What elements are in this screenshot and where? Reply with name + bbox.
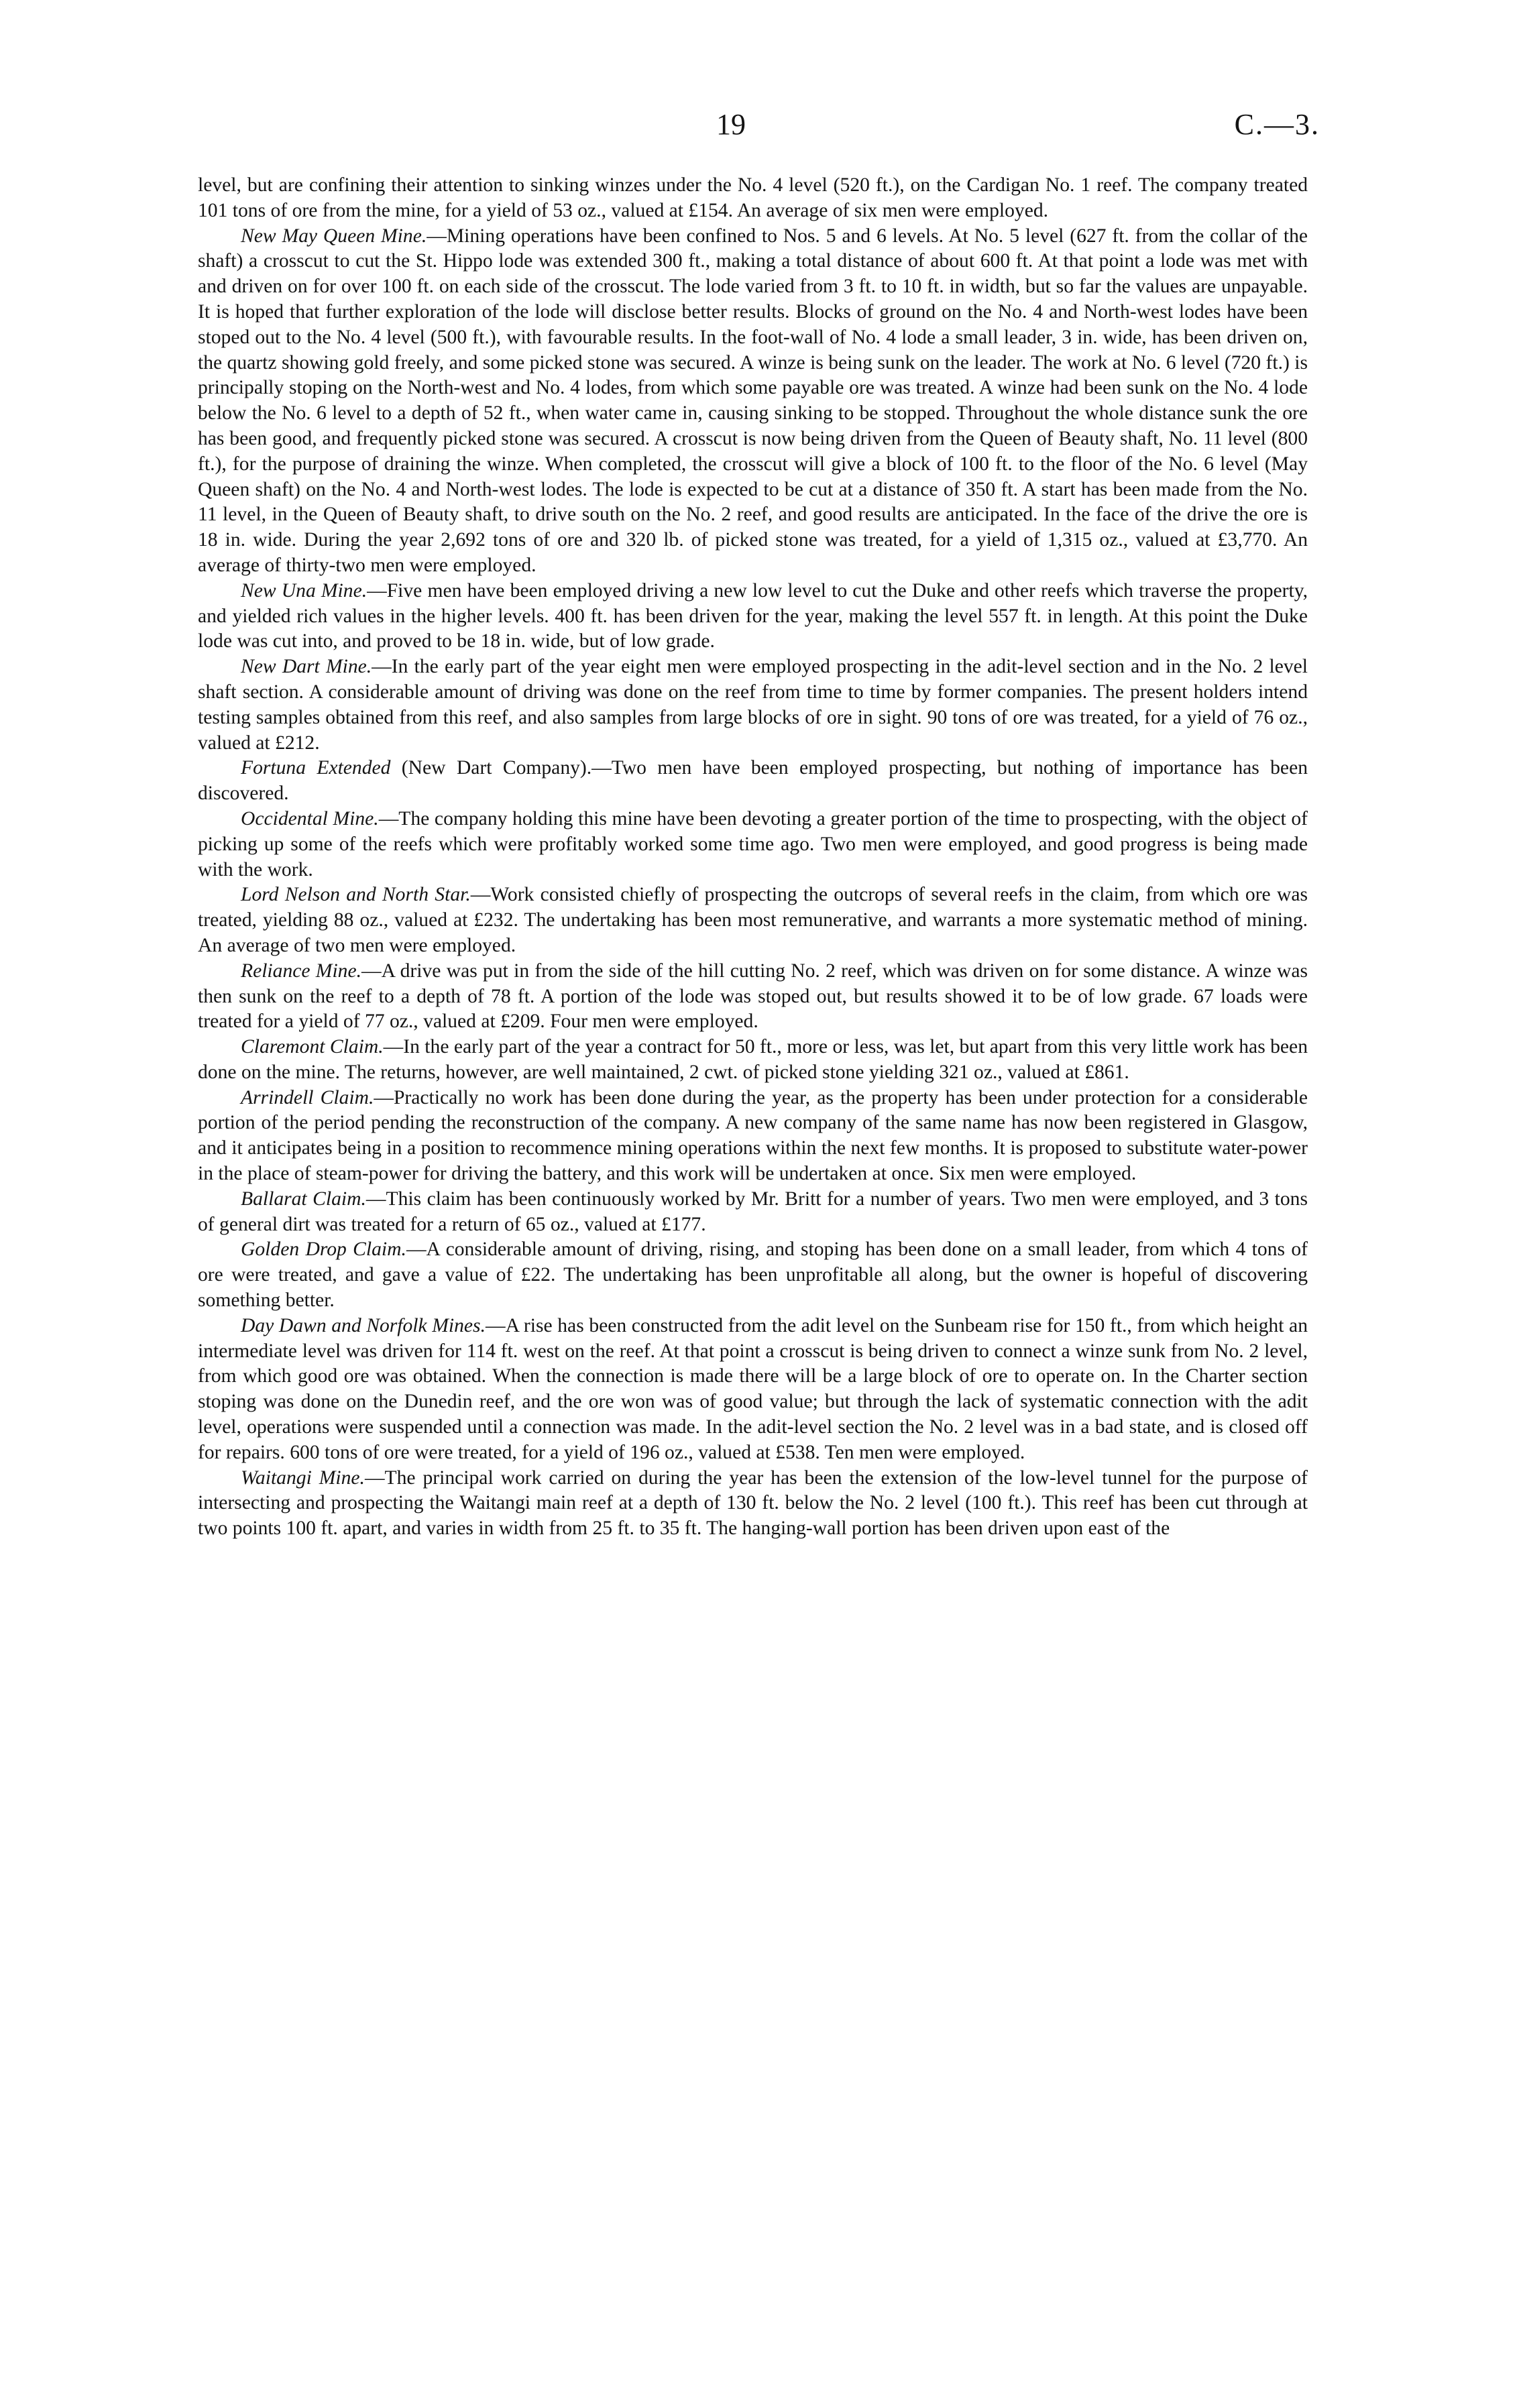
entry-claremont-claim [198, 1035, 1308, 1086]
continued-paragraph [198, 173, 1308, 224]
entry-title: Fortuna Extended [241, 757, 391, 779]
entry-title: Golden Drop Claim. [241, 1239, 406, 1261]
entry-text: —Mining operations have been confined to Nos. 5 and 6 levels. At No. 5 level (627 ft. from the collar of the shaft) a crosscut to cut the St. Hippo lode was extended 300 ft., making a total distance of about 600 ft. At that point a lode was met with and driven on for over 100 ft. on each side of the crosscut. The lode varied from 3 ft. to 10 ft. in width, but so far the values are unpayable. It is hoped that further exploration of the lode will disclose better results. Blocks of ground on the No. 4 and North-west lodes have been stoped out to the No. 4 level (500 ft.), with favourable results. In the foot-wall of No. 4 lode a small leader, 3 in. wide, has been driven on, the quartz showing gold freely, and some picked stone was secured. A winze is being sunk on the leader. The work at No. 6 level (720 ft.) is principally stoping on the North-west and No. 4 lodes, from which some payable ore was treated. A winze had been sunk on the No. 4 lode below the No. 6 level to a depth of 52 ft., when water came in, causing sinking to be stopped. Throughout the whole distance sunk the ore has been good, and frequently picked stone was secured. A crosscut is now being driven from the Queen of Beauty shaft, No. 11 level (800 ft.), for the purpose of draining the winze. When completed, the crosscut will give a block of 100 ft. to the floor of the No. 6 level (May Queen shaft) on the No. 4 and North-west lodes. The lode is expected to be cut at a distance of 350 ft. A start has been made from the No. 11 level, in the Queen of Beauty shaft, to drive south on the No. 2 reef, and good results are anticipated. In the face of the drive the ore is 18 in. wide. During the year 2,692 tons of ore and 320 lb. of picked stone was treated, for a yield of 1,315 oz., valued at £3,770. An average of thirty-two men were employed. [198, 225, 1308, 576]
entry-title: Waitangi Mine. [241, 1467, 365, 1489]
entry-title: Reliance Mine. [241, 960, 362, 982]
entry-text: —A drive was put in from the side of the hill cutting No. 2 reef, which was driven on for some distance. A winze was then sunk on the reef to a depth of 78 ft. A portion of the lode was stoped out, but results showed it to be of low grade. 67 loads were treated for a yield of 77 oz., valued at £209. Four men were employed. [198, 960, 1308, 1033]
entry-title: Occidental Mine. [241, 807, 379, 829]
entry-reliance-mine [198, 959, 1308, 1035]
paragraph-text: level, but are confining their attention to sinking winzes under the No. 4 level (520 ft.), on the Cardigan No. 1 reef. The company treated 101 tons of ore from the mine, for a yield of 53 oz., valued at £154. An average of six men were employed. [198, 174, 1308, 221]
entry-fortuna-extended [198, 756, 1308, 807]
entry-arrindell-claim [198, 1086, 1308, 1187]
entry-waitangi-mine [198, 1466, 1308, 1542]
page-header [0, 107, 1521, 148]
page-number: 19 [716, 108, 746, 141]
entry-title: Claremont Claim. [241, 1036, 384, 1058]
entry-lord-nelson-north-star [198, 882, 1308, 958]
entry-text: —In the early part of the year eight men were employed prospecting in the adit-level section and in the No. 2 level shaft section. A considerable amount of driving was done on the reef from time to time by former companies. The present holders intend testing samples obtained from this reef, and also samples from large blocks of ore in sight. 90 tons of ore was treated, for a yield of 76 oz., valued at £212. [198, 656, 1308, 754]
entry-day-dawn-norfolk-mines [198, 1314, 1308, 1466]
entry-new-dart-mine [198, 654, 1308, 756]
entry-title: New Dart Mine. [241, 656, 372, 678]
entry-text: —This claim has been continuously worked by Mr. Britt for a number of years. Two men were employed, and 3 tons of general dirt was treated for a return of 65 oz., valued at £177. [198, 1188, 1308, 1235]
entry-title: Arrindell Claim. [241, 1086, 374, 1108]
report-body [198, 173, 1308, 1542]
entry-new-may-queen-mine [198, 224, 1308, 579]
entry-text: —Five men have been employed driving a new low level to cut the Duke and other reefs which traverse the property, and yielded rich values in the higher levels. 400 ft. has been driven for the year, making the level 557 ft. in length. At this point the Duke lode was cut into, and proved to be 18 in. wide, but of low grade. [198, 579, 1308, 652]
entry-text: —A rise has been constructed from the adit level on the Sunbeam rise for 150 ft., from which height an intermediate level was driven for 114 ft. west on the reef. At that point a crosscut is being driven to connect a winze sunk from No. 2 level, from which good ore was obtained. When the connection is made there will be a large block of ore to operate on. In the Charter section stoping was done on the Dunedin reef, and the ore won was of good value; but through the lack of systematic connection with the adit level, operations were suspended until a connection was made. In the adit-level section the No. 2 level was in a bad state, and is closed off for repairs. 600 tons of ore were treated, for a yield of 196 oz., valued at £538. Ten men were employed. [198, 1314, 1308, 1463]
entry-text: —In the early part of the year a contract for 50 ft., more or less, was let, but apart from this very little work has been done on the mine. The returns, however, are well maintained, 2 cwt. of picked stone yielding 321 oz., valued at £861. [198, 1036, 1308, 1083]
entry-text: —A considerable amount of driving, rising, and stoping has been done on a small leader, from which 4 tons of ore were treated, and gave a value of £22. The undertaking has been unprofitable all along, but the owner is hopeful of discovering something better. [198, 1239, 1308, 1312]
entry-text: —The principal work carried on during the year has been the extension of the low-level tunnel for the purpose of intersecting and prospecting the Waitangi main reef at a depth of 130 ft. below the No. 2 level (100 ft.). This reef has been cut through at two points 100 ft. apart, and varies in width from 25 ft. to 35 ft. The hanging-wall portion has been driven upon east of the [198, 1467, 1308, 1540]
entry-title: Day Dawn and Norfolk Mines. [241, 1314, 486, 1336]
entry-text: —Practically no work has been done during the year, as the property has been under protection for a considerable portion of the period pending the reconstruction of the company. A new company of the same name has now been registered in Glasgow, and it anticipates being in a position to recommence mining operations within the next few months. It is proposed to substitute water-power in the place of steam-power for driving the battery, and this work will be undertaken at once. Six men were employed. [198, 1086, 1308, 1185]
entry-golden-drop-claim [198, 1237, 1308, 1313]
entry-title: New May Queen Mine. [241, 225, 427, 247]
entry-title: New Una Mine. [241, 579, 368, 601]
entry-text: —The company holding this mine have been devoting a greater portion of the time to prospecting, with the object of picking up some of the reefs which were profitably worked some time ago. Two men were employed, and good progress is being made with the work. [198, 807, 1308, 880]
entry-occidental-mine [198, 807, 1308, 882]
entry-text: —Work consisted chiefly of prospecting the outcrops of several reefs in the claim, from which ore was treated, yielding 88 oz., valued at £232. The undertaking has been most remunerative, and warrants a more systematic method of mining. An average of two men were employed. [198, 884, 1308, 956]
entry-title: Lord Nelson and North Star. [241, 884, 471, 906]
entry-ballarat-claim [198, 1187, 1308, 1238]
entry-new-una-mine [198, 579, 1308, 654]
entry-title: Ballarat Claim. [241, 1188, 366, 1210]
report-code: C.—3. [1234, 108, 1320, 141]
entry-text: (New Dart Company).—Two men have been employed prospecting, but nothing of importance has been discovered. [198, 757, 1308, 805]
